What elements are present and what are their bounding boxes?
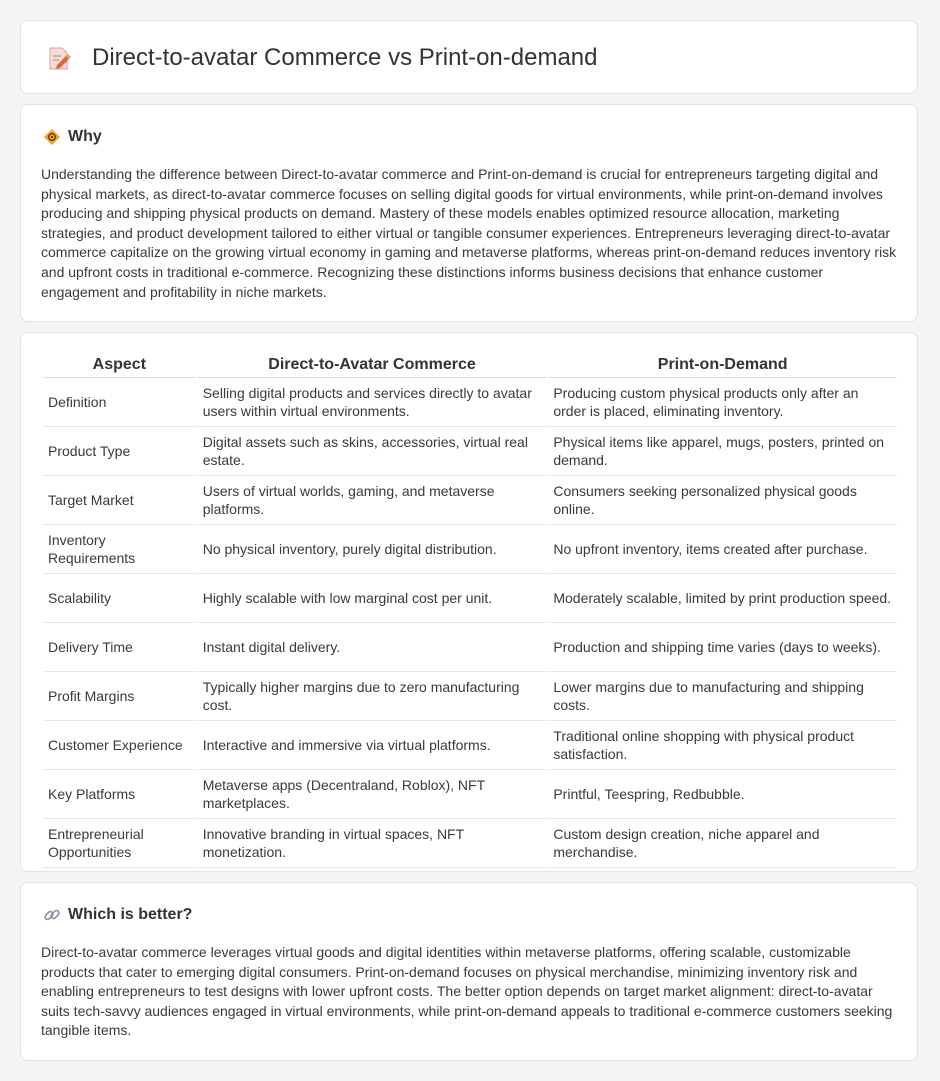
column-header: Print-on-Demand xyxy=(548,353,897,378)
direct-to-avatar-cell: Highly scalable with low marginal cost per unit. xyxy=(198,574,547,623)
aspect-cell: Inventory Requirements xyxy=(43,525,196,574)
aspect-cell: Key Platforms xyxy=(43,770,196,819)
table-row xyxy=(43,672,897,721)
aspect-cell: Target Market xyxy=(43,476,196,525)
table-header-row xyxy=(43,353,897,378)
aspect-cell: Customer Experience xyxy=(43,721,196,770)
aspect-cell: Profit Margins xyxy=(43,672,196,721)
document-pencil-icon xyxy=(47,45,71,71)
print-on-demand-cell: No upfront inventory, items created after purchase. xyxy=(548,525,897,574)
print-on-demand-cell: Consumers seeking personalized physical goods online. xyxy=(548,476,897,525)
aspect-cell: Product Type xyxy=(43,427,196,476)
comparison-section xyxy=(20,332,918,872)
aspect-cell: Entrepreneurial Opportunities xyxy=(43,819,196,868)
aspect-cell: Delivery Time xyxy=(43,623,196,672)
print-on-demand-cell: Printful, Teespring, Redbubble. xyxy=(548,770,897,819)
direct-to-avatar-cell: Innovative branding in virtual spaces, NFT monetization. xyxy=(198,819,547,868)
link-icon xyxy=(43,906,61,924)
target-icon xyxy=(43,128,61,146)
direct-to-avatar-cell: Metaverse apps (Decentraland, Roblox), NFT marketplaces. xyxy=(198,770,547,819)
direct-to-avatar-cell: Selling digital products and services directly to avatar users within virtual environments. xyxy=(198,378,547,427)
direct-to-avatar-cell: Instant digital delivery. xyxy=(198,623,547,672)
why-section xyxy=(20,104,918,322)
print-on-demand-cell: Producing custom physical products only after an order is placed, eliminating inventory. xyxy=(548,378,897,427)
print-on-demand-cell: Traditional online shopping with physical product satisfaction. xyxy=(548,721,897,770)
table-row xyxy=(43,378,897,427)
direct-to-avatar-cell: Interactive and immersive via virtual platforms. xyxy=(198,721,547,770)
title-card xyxy=(20,20,918,94)
table-row xyxy=(43,623,897,672)
print-on-demand-cell: Custom design creation, niche apparel and merchandise. xyxy=(548,819,897,868)
why-heading: Why xyxy=(68,128,102,145)
table-row xyxy=(43,770,897,819)
table-row xyxy=(43,819,897,868)
table-row xyxy=(43,574,897,623)
print-on-demand-cell: Moderately scalable, limited by print production speed. xyxy=(548,574,897,623)
aspect-cell: Definition xyxy=(43,378,196,427)
direct-to-avatar-cell: No physical inventory, purely digital distribution. xyxy=(198,525,547,574)
table-row xyxy=(43,476,897,525)
better-text: Direct-to-avatar commerce leverages virtual goods and digital identities within metaverse platforms, offering scalable, customizable products that cater to emerging digital consumers. Print-on-demand focuses on physical merchandise, minimizing inventory risk and enabling entrepreneurs to test designs with lower upfront costs. The better option depends on target market alignment: direct-to-avatar suits tech-savvy audiences engaged in virtual environments, while print-on-demand appeals to traditional e-commerce customers seeking tangible items. xyxy=(41,944,893,1039)
better-heading: Which is better? xyxy=(68,906,193,923)
comparison-table xyxy=(41,353,899,868)
page-title: Direct-to-avatar Commerce vs Print-on-demand xyxy=(92,44,598,71)
table-row xyxy=(43,721,897,770)
which-is-better-section xyxy=(20,882,918,1061)
why-text: Understanding the difference between Direct-to-avatar commerce and Print-on-demand is crucial for entrepreneurs targeting digital and physical markets, as direct-to-avatar commerce focuses on selling digital goods for virtual environments, while print-on-demand involves producing and shipping physical products on demand. Mastery of these models enables optimized resource allocation, marketing strategies, and product development tailored to either virtual or tangible consumer experiences. Entrepreneurs leveraging direct-to-avatar commerce capitalize on the growing virtual economy in gaming and metaverse platforms, whereas print-on-demand reduces inventory risk and upfront costs in traditional e-commerce. Recognizing these distinctions informs business decisions that enhance customer engagement and profitability in niche markets. xyxy=(41,166,897,300)
column-header: Direct-to-Avatar Commerce xyxy=(198,353,547,378)
print-on-demand-cell: Lower margins due to manufacturing and shipping costs. xyxy=(548,672,897,721)
column-header: Aspect xyxy=(43,353,196,378)
print-on-demand-cell: Production and shipping time varies (days to weeks). xyxy=(548,623,897,672)
print-on-demand-cell: Physical items like apparel, mugs, posters, printed on demand. xyxy=(548,427,897,476)
direct-to-avatar-cell: Digital assets such as skins, accessories, virtual real estate. xyxy=(198,427,547,476)
table-row xyxy=(43,427,897,476)
table-row xyxy=(43,525,897,574)
direct-to-avatar-cell: Users of virtual worlds, gaming, and metaverse platforms. xyxy=(198,476,547,525)
aspect-cell: Scalability xyxy=(43,574,196,623)
direct-to-avatar-cell: Typically higher margins due to zero manufacturing cost. xyxy=(198,672,547,721)
